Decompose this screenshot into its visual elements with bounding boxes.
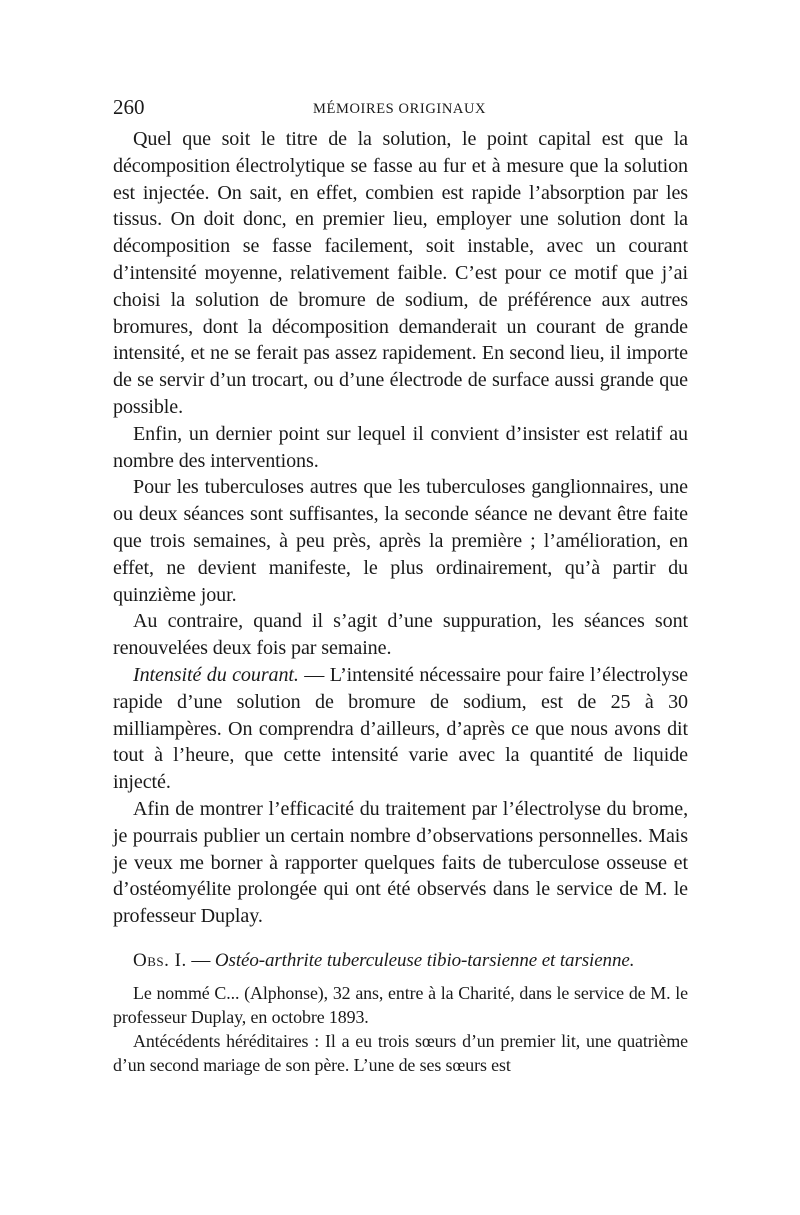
observation-dash: — — [186, 949, 215, 971]
paragraph-decomposition: Quel que soit le titre de la solution, le point capital est que la décomposition électrolytique se fasse au fur et à mesure que la solution est injectée. On sait, en effet, combien est rapide l’absorption par les tissus. On doit donc, en premier lieu, employer une solution dont la décomposition se fasse facilement, soit instable, avec un courant d’intensité moyenne, relativement faible. C’est pour ce motif que j’ai choisi la solution de bromure de sodium, de préférence aux autres bromures, dont la décomposition demanderait un courant de grande intensité, et ne se ferait pas assez rapidement. En second lieu, il importe de se servir d’un trocart, ou d’une électrode de surface aussi grande que possible. — [113, 128, 688, 418]
paragraph-tuberculoses: Pour les tuberculoses autres que les tuberculoses ganglionnaires, une ou deux séances sont suffisantes, la seconde séance ne devant être faite que trois semaines, à peu près, après la première ; l’amélioration, en effet, ne devient manifeste, le plus ordinairement, qu’à partir du quinzième jour. — [113, 476, 688, 606]
paragraph-intensity — [113, 662, 688, 796]
paragraph-interventions: Enfin, un dernier point sur lequel il convient d’insister est relatif au nombre des interventions. — [113, 422, 688, 472]
intensity-heading: Intensité du courant. — [133, 663, 299, 686]
running-head — [113, 92, 688, 126]
paragraph-suppuration: Au contraire, quand il s’agit d’une suppuration, les séances sont renouvelées deux fois par semaine. — [113, 610, 688, 660]
intensity-text: — L’intensité nécessaire pour faire l’électrolyse rapide d’une solution de bromure de sodium, est de 25 à 30 milliampères. On comprendra d’ailleurs, d’après ce que nous avons dit tout à l’heure, que cette intensité varie avec la quantité de liquide injecté. — [113, 663, 688, 794]
running-title: MÉMOIRES ORIGINAUX — [313, 101, 487, 117]
page-number: 260 — [113, 95, 145, 119]
main-text — [113, 126, 688, 930]
observation-paragraph-heredity: Antécédents héréditaires : Il a eu trois sœurs d’un premier lit, une quatrième d’un second mariage de son père. L’une de ses sœurs est — [113, 1030, 688, 1075]
observation-paragraph-admission: Le nommé C... (Alphonse), 32 ans, entre à la Charité, dans le service de M. le professeur Duplay, en octobre 1893. — [113, 982, 688, 1027]
paragraph-observations-intro: Afin de montrer l’efficacité du traitement par l’électrolyse du brome, je pourrais publier un certain nombre d’observations personnelles. Mais je veux me borner à rapporter quelques faits de tuberculose osseuse et d’ostéomyélite prolongée qui ont été observés dans le service de M. le professeur Duplay. — [113, 797, 688, 928]
observation-heading — [113, 948, 688, 974]
observation-subject: Ostéo-arthrite tuberculeuse tibio-tarsienne et tarsienne. — [214, 949, 635, 971]
observation-label: Obs. I. — [133, 949, 187, 971]
book-page — [113, 92, 688, 1078]
observation-text — [113, 982, 688, 1078]
